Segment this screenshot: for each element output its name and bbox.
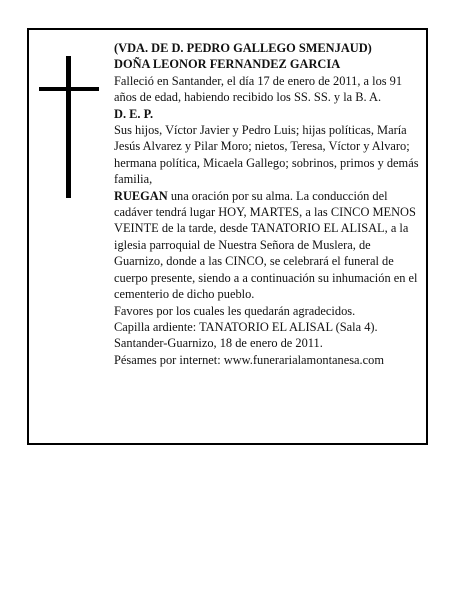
funeral-details xyxy=(114,188,419,303)
family-list: Sus hijos, Víctor Javier y Pedro Luis; hijas políticas, María Jesús Alvarez y Pilar Moro; nietos, Teresa, Víctor y Alvaro; hermana política, Micaela Gallego; sobrinos, primos y demás familia, xyxy=(114,123,419,187)
deceased-name: DOÑA LEONOR FERNANDEZ GARCIA xyxy=(114,57,341,72)
place-date: Santander-Guarnizo, 18 de enero de 2011. xyxy=(114,336,323,351)
ruegan-label: RUEGAN xyxy=(114,188,168,203)
ruegan-text: una oración por su alma. La conducción del cadáver tendrá lugar HOY, MARTES, a las CINCO MENOS VEINTE de la tarde, desde TANATORIO EL ALISAL, a la iglesia parroquial de Nuestra Señora de Muslera, de Guarnizo, donde a las CINCO, se celebrará el funeral de cuerpo presente, siendo a a continuación su inhumación en el cementerio de dicho pueblo. xyxy=(114,188,418,302)
widow-heading: (VDA. DE D. PEDRO GALLEGO SMENJAUD) xyxy=(114,41,372,55)
cross-horizontal-bar xyxy=(39,87,99,91)
pesames-link-text: Pésames por internet: www.funerarialamontanesa.com xyxy=(114,352,384,367)
cross-vertical-bar xyxy=(66,56,71,198)
latin-cross-icon xyxy=(39,56,99,198)
death-details: Falleció en Santander, el día 17 de enero de 2011, a los 91 años de edad, habiendo recibido los SS. SS. y la B. A. xyxy=(114,73,403,105)
dep-label: D. E. P. xyxy=(114,106,154,121)
capilla-text: Capilla ardiente: TANATORIO EL ALISAL (Sala 4). xyxy=(114,319,378,334)
favores-text: Favores por los cuales les quedarán agradecidos. xyxy=(114,303,356,318)
obituary-notice xyxy=(27,28,428,445)
obituary-text xyxy=(114,40,419,368)
